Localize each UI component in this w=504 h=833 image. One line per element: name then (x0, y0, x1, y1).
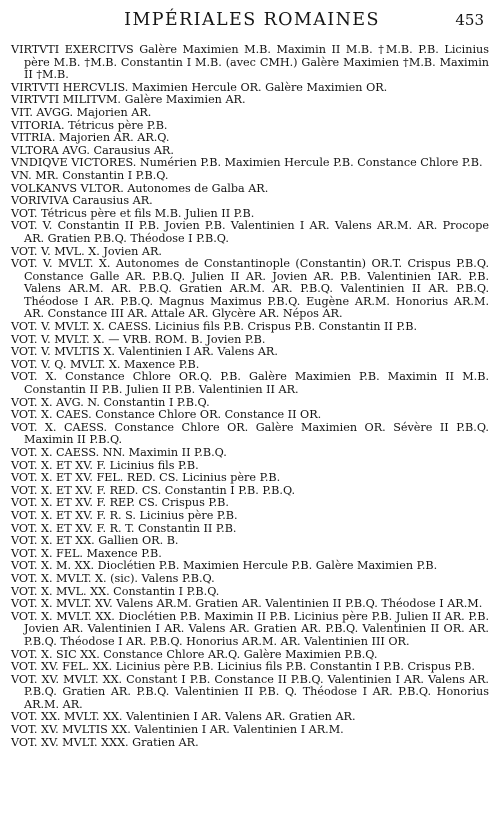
legend-entry: VOT. V. MVL. X. Jovien AR. (11, 244, 162, 258)
legend-entry: VOT. X. MVLT. X. (sic). Valens P.B.Q. (11, 571, 215, 585)
legend-entry: VOT. X. ET XV. F. RED. CS. Constantin I P.B. P.B.Q. (11, 483, 296, 497)
legend-entry: VOT. XX. MVLT. XX. Valentinien I AR. Valens AR. Gratien AR. (11, 710, 356, 724)
legend-entry: VITORIA. Tétricus père P.B. (11, 118, 168, 132)
legend-entry: VOT. X. MVLT. XV. Valens AR.M. Gratien AR. Valentinien II P.B.Q. Théodose I AR.M. (11, 597, 483, 611)
legend-entry: VOT. X. FEL. Maxence P.B. (11, 546, 162, 560)
legend-entry: VOT. X. AVG. N. Constantin I P.B.Q. (11, 395, 210, 409)
legend-entry: VOT. Tétricus père et fils M.B. Julien II P.B. (11, 206, 255, 220)
legend-entry: VOT. X. ET XX. Gallien OR. B. (11, 534, 179, 548)
legend-entry: VOT. XV. MVLT. XXX. Gratien AR. (11, 735, 199, 749)
legend-entry: VOT. V. MVLT. X. — VRB. ROM. B. Jovien P.B. (11, 332, 266, 346)
legend-entry: VIRTVTI MILITVM. Galère Maximien AR. (11, 93, 246, 107)
legend-entry: VORIVIVA Carausius AR. (11, 194, 153, 208)
legend-entry: VIT. AVGG. Majorien AR. (11, 105, 152, 119)
legend-entry: VOT. X. CAESS. NN. Maximin II P.B.Q. (11, 446, 227, 459)
legend-entry: VOLKANVS VLTOR. Autonomes de Galba AR. (11, 181, 269, 195)
legend-entry: VOT. V. MVLTIS X. Valentinien I AR. Valens AR. (11, 345, 278, 359)
legend-entry: VITRIA. Majorien AR. AR.Q. (11, 131, 170, 145)
legend-entry: VOT. X. ET XV. F. Licinius fils P.B. (11, 458, 199, 472)
legend-entry: VIRTVTI HERCVLIS. Maximien Hercule OR. Galère Maximien OR. (11, 80, 388, 94)
legend-entry: VOT. X. CAESS. Constance Chlore OR. Galère Maximien OR. Sévère II P.B.Q. Maximin II P.B.Q. (11, 420, 489, 447)
legend-entry: VNDIQVE VICTORES. Numérien P.B. Maximien Hercule P.B. Constance Chlore P.B. (11, 156, 483, 170)
legend-index-list (11, 44, 489, 749)
legend-entry: VOT. X. Constance Chlore OR.Q. P.B. Galère Maximien P.B. Maximin II M.B. Constantin II P.B. Julien II P.B. Valentinien II AR. (11, 370, 489, 397)
legend-entry: VOT. V. MVLT. X. Autonomes de Constantinople (Constantin) OR.T. Crispus P.B.Q. Constance Galle AR. P.B.Q. Julien II AR. Jovien AR. P.B. Valentinien IAR. P.B. Valens AR.M. AR. P.B.Q. Gratien AR.M. AR. P.B.Q. Valentinien II AR. P.B.Q. Théodose I AR. P.B.Q. Magnus Maximus P.B.Q. Eugène AR.M. Honorius AR.M. AR. Constance III AR. Attale AR. Glycère AR. Népos AR. (11, 257, 489, 321)
legend-entry: VIRTVTI EXERCITVS Galère Maximien M.B. Maximin II M.B. †M.B. P.B. Licinius père M.B. †M.B. Constantin I M.B. (avec CMH.) Galère Maximien †M.B. Maximin II †M.B. (11, 43, 489, 82)
legend-entry: VOT. V. Q. MVLT. X. Maxence P.B. (11, 357, 200, 371)
legend-entry: VOT. XV. MVLT. XX. Constant I P.B. Constance II P.B.Q. Valentinien I AR. Valens AR. P.B.Q. Gratien AR. P.B.Q. Valentinien II P.B. Q. Théodose I AR. P.B.Q. Honorius AR.M. AR. (11, 672, 489, 711)
legend-entry: VOT. X. CAES. Constance Chlore OR. Constance II OR. (11, 408, 322, 422)
legend-entry: VOT. V. MVLT. X. CAESS. Licinius fils P.B. Crispus P.B. Constantin II P.B. (11, 320, 418, 334)
page-title: IMPÉRIALES ROMAINES (124, 10, 380, 30)
legend-entry: VN. MR. Constantin I P.B.Q. (11, 168, 169, 182)
legend-entry: VOT. X. M. XX. Dioclétien P.B. Maximien Hercule P.B. Galère Maximien P.B. (11, 559, 438, 573)
legend-entry: VOT. X. MVLT. XX. Dioclétien P.B. Maximin II P.B. Licinius père P.B. Julien II AR. P.B. Jovien AR. Valentinien I AR. Valens AR. Gratien AR. P.B.Q. Valentinien II OR. AR. P.B.Q. Théodose I AR. P.B.Q. Honorius AR.M. AR. Valentinien III OR. (11, 609, 489, 648)
legend-entry: VOT. X. ET XV. F. REP. CS. Crispus P.B. (11, 496, 229, 510)
legend-entry: VOT. XV. FEL. XX. Licinius père P.B. Licinius fils P.B. Constantin I P.B. Crispus P.B. (11, 660, 475, 674)
legend-entry: VOT. XV. MVLTIS XX. Valentinien I AR. Valentinien I AR.M. (11, 723, 344, 737)
legend-entry: VOT. X. SIC XX. Constance Chlore AR.Q. Galère Maximien P.B.Q. (11, 647, 378, 661)
legend-entry: VOT. V. Constantin II P.B. Jovien P.B. Valentinien I AR. Valens AR.M. AR. Procope AR. Gratien P.B.Q. Théodose I P.B.Q. (11, 219, 489, 245)
legend-entry: VOT. X. ET XV. F. R. S. Licinius père P.B. (11, 508, 238, 522)
legend-entry: VOT. X. ET XV. F. R. T. Constantin II P.B. (11, 521, 237, 535)
page-number: 453 (455, 11, 484, 29)
legend-entry: VLTORA AVG. Carausius AR. (11, 143, 174, 157)
legend-entry: VOT. X. ET XV. FEL. RED. CS. Licinius père P.B. (11, 471, 281, 485)
legend-entry: VOT. X. MVL. XX. Constantin I P.B.Q. (11, 584, 220, 598)
page-header (0, 10, 504, 34)
